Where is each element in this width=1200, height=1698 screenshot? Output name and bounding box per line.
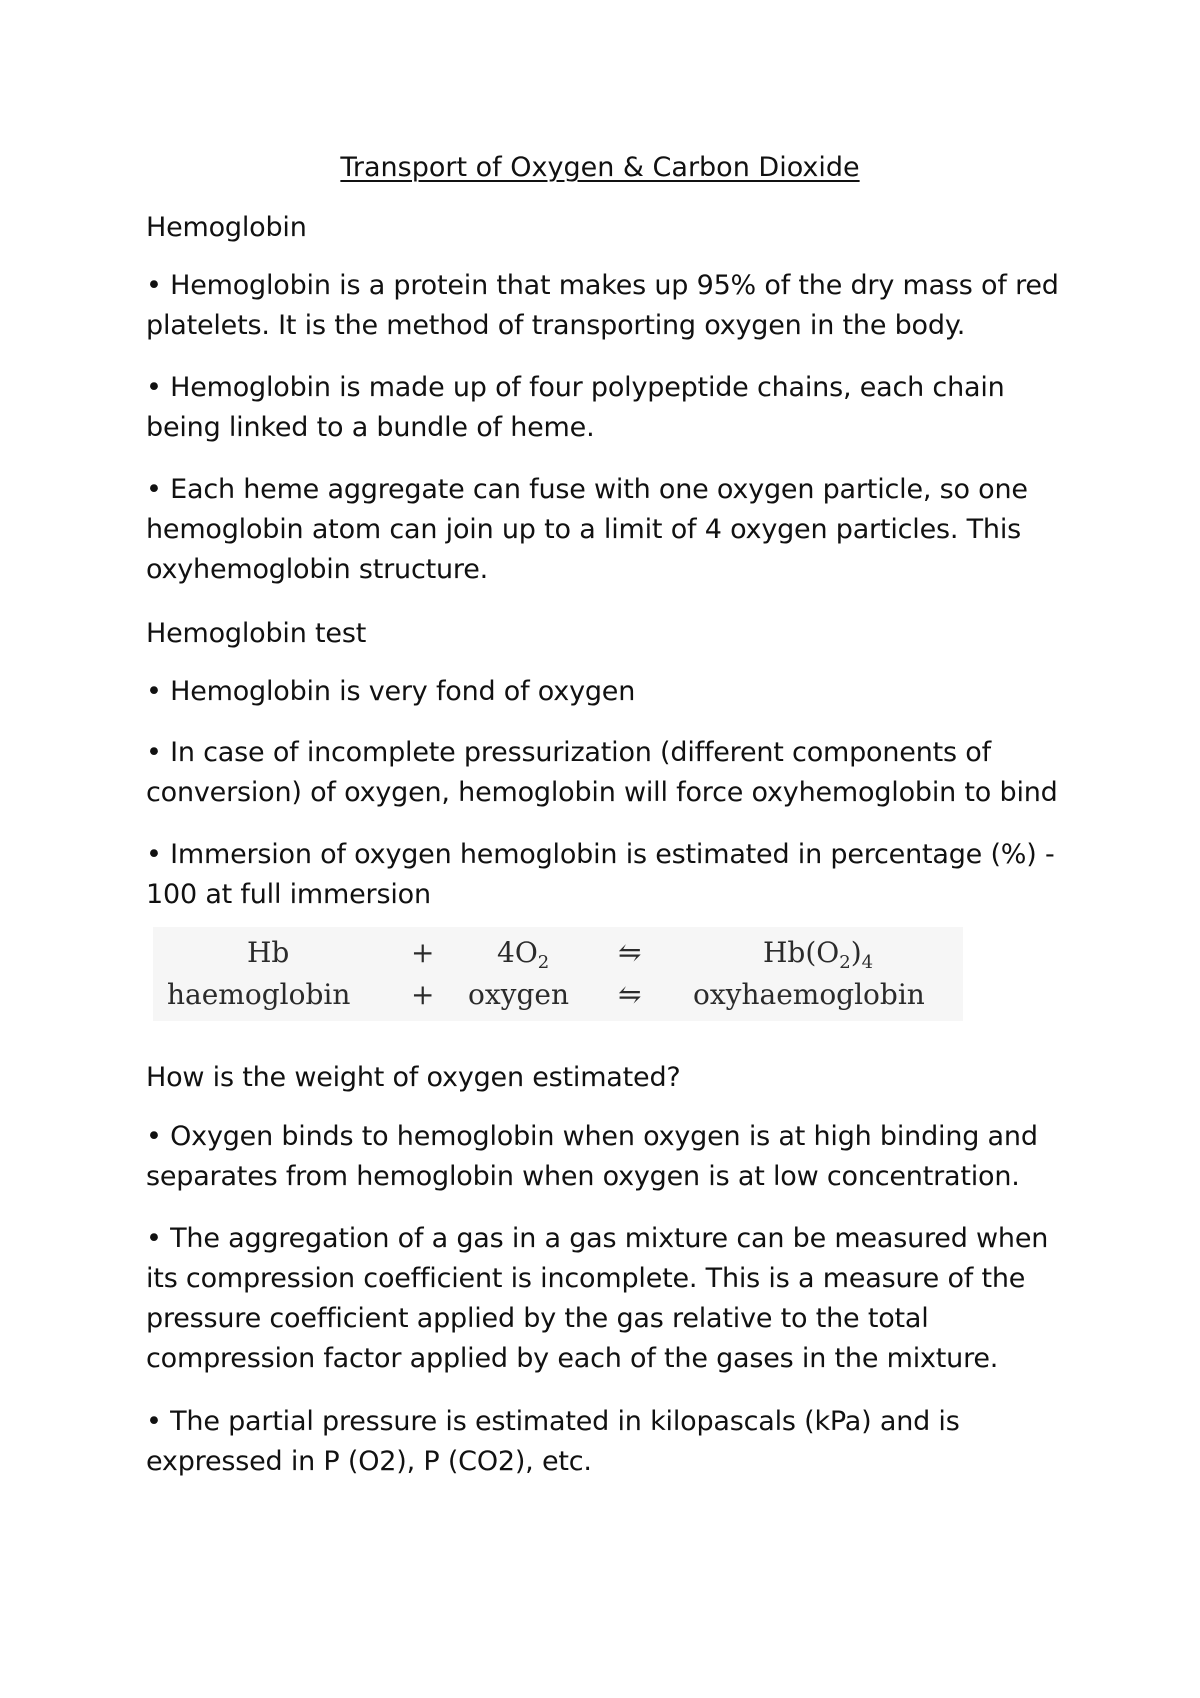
eq-plus: + bbox=[411, 936, 435, 969]
text-line: compression factor applied by each of the gases in the mixture. bbox=[146, 1343, 999, 1374]
text-line: separates from hemoglobin when oxygen is at low concentration. bbox=[146, 1161, 1020, 1192]
eq-equilibrium-arrow: ⇋ bbox=[618, 936, 642, 969]
eq-product-hbo2: $Hb(O_2)_4$ bbox=[763, 936, 874, 973]
eq-reactant-hb: Hb bbox=[247, 936, 290, 969]
text-line: conversion) of oxygen, hemoglobin will force oxyhemoglobin to bind bbox=[146, 777, 1058, 808]
text-line: expressed in P (O2), P (CO2), etc. bbox=[146, 1446, 592, 1477]
eq-label-oxyhaemoglobin: oxyhaemoglobin bbox=[693, 978, 925, 1011]
text-line: platelets. It is the method of transporting oxygen in the body. bbox=[146, 310, 966, 341]
section-heading-oxygen-weight: How is the weight of oxygen estimated? bbox=[146, 1062, 681, 1093]
text-line: hemoglobin atom can join up to a limit of 4 oxygen particles. This bbox=[146, 514, 1021, 545]
text-line: • Hemoglobin is a protein that makes up 95% of the dry mass of red bbox=[146, 270, 1059, 301]
eq-reactant-o2: $4O_2$ bbox=[497, 936, 550, 973]
section-heading-hemoglobin: Hemoglobin bbox=[146, 212, 307, 243]
eq-plus: + bbox=[411, 978, 435, 1011]
document-title: Transport of Oxygen & Carbon Dioxide bbox=[340, 152, 860, 183]
text-line: • The aggregation of a gas in a gas mixture can be measured when bbox=[146, 1223, 1049, 1254]
equation-figure bbox=[153, 927, 963, 1021]
text-line: • In case of incomplete pressurization (different components of bbox=[146, 737, 991, 768]
eq-equilibrium-arrow: ⇋ bbox=[618, 978, 642, 1011]
text-line: its compression coefficient is incomplete. This is a measure of the bbox=[146, 1263, 1026, 1294]
text-line: being linked to a bundle of heme. bbox=[146, 412, 595, 443]
text-line: 100 at full immersion bbox=[146, 879, 431, 910]
eq-label-haemoglobin: haemoglobin bbox=[167, 978, 351, 1011]
text-line: • The partial pressure is estimated in kilopascals (kPa) and is bbox=[146, 1406, 960, 1437]
text-line: • Oxygen binds to hemoglobin when oxygen is at high binding and bbox=[146, 1121, 1038, 1152]
text-line: • Immersion of oxygen hemoglobin is estimated in percentage (%) - bbox=[146, 839, 1055, 870]
section-heading-hemoglobin-test: Hemoglobin test bbox=[146, 618, 367, 649]
text-line: • Hemoglobin is very fond of oxygen bbox=[146, 676, 636, 707]
eq-label-oxygen: oxygen bbox=[468, 978, 569, 1011]
text-line: • Each heme aggregate can fuse with one oxygen particle, so one bbox=[146, 474, 1028, 505]
text-line: oxyhemoglobin structure. bbox=[146, 554, 488, 585]
text-line: pressure coefficient applied by the gas relative to the total bbox=[146, 1303, 929, 1334]
text-line: • Hemoglobin is made up of four polypeptide chains, each chain bbox=[146, 372, 1005, 403]
